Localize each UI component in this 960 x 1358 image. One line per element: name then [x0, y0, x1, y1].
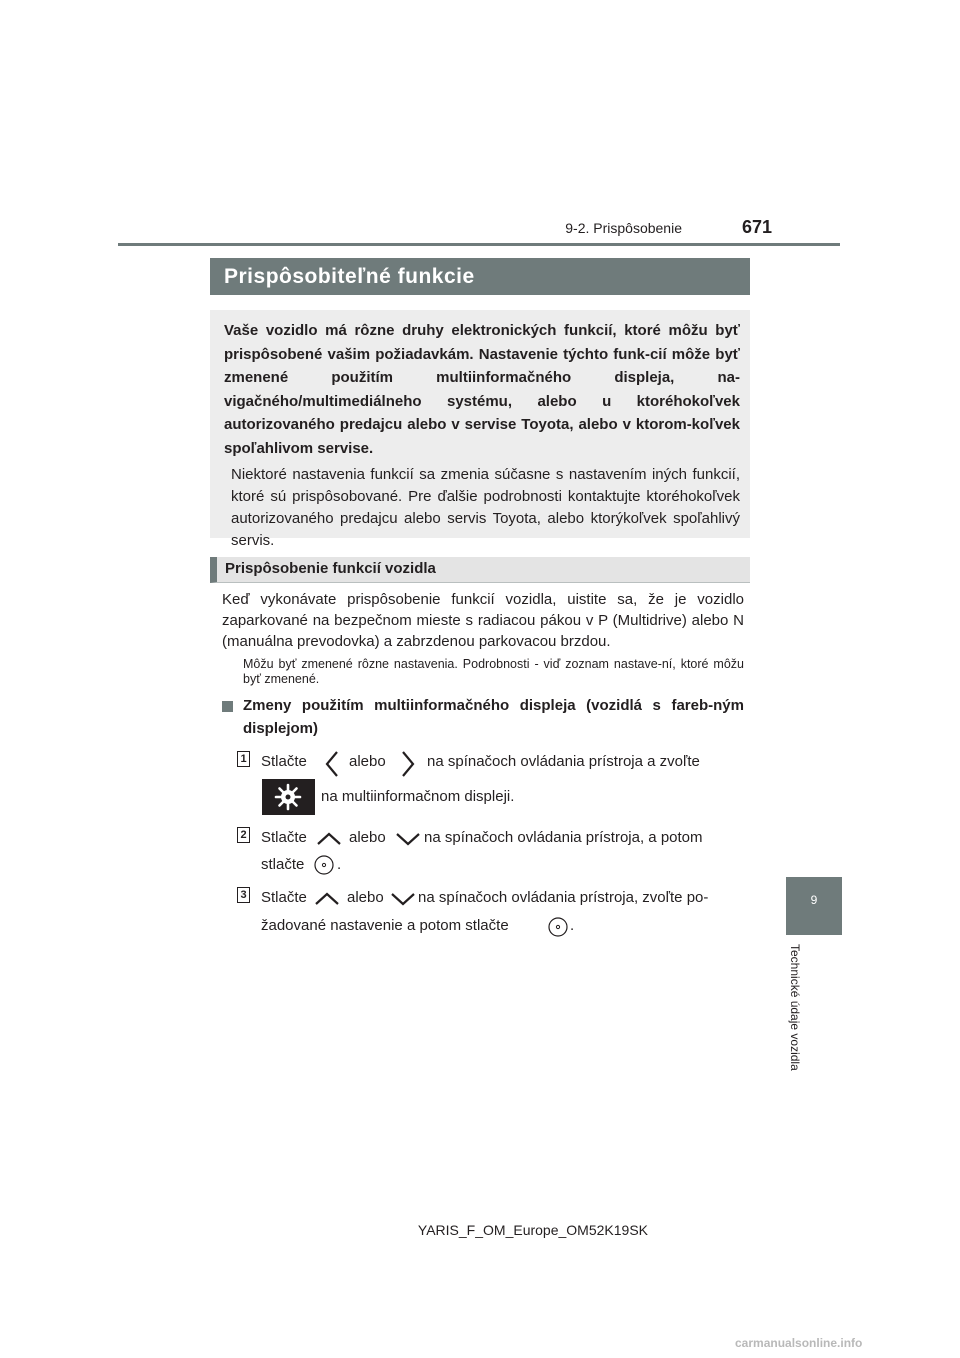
header-rule — [118, 243, 840, 246]
subsection-heading: Prispôsobenie funkcií vozidla — [210, 557, 750, 583]
chevron-up-icon — [315, 892, 339, 906]
watermark: carmanualsonline.info — [735, 1336, 863, 1350]
ok-button-icon — [548, 917, 568, 937]
chevron-up-icon — [317, 832, 341, 846]
step-number-1: 1 — [237, 751, 250, 767]
step-3-text-c: na spínačoch ovládania prístroja, zvoľte po- — [418, 889, 709, 906]
document-id: YARIS_F_OM_Europe_OM52K19SK — [417, 1222, 648, 1238]
step-1-text-c: na spínačoch ovládania prístroja a zvoľte — [427, 753, 700, 770]
chapter-tab-number: 9 — [810, 893, 818, 907]
bullet-square-icon — [222, 701, 233, 712]
chevron-left-icon — [325, 751, 339, 777]
step-2-text-a: Stlačte — [261, 829, 307, 846]
step-1-text-a: Stlačte — [261, 753, 307, 770]
step-1-text-d: na multiinformačnom displeji. — [321, 788, 515, 805]
section-heading: Prispôsobiteľné funkcie — [210, 258, 750, 295]
step-number-3: 3 — [237, 887, 250, 903]
small-note: Môžu byť zmenené rôzne nastavenia. Podrobnosti - viď zoznam nastave-ní, ktoré môžu byť zmenené. — [243, 657, 744, 686]
step-number-2: 2 — [237, 827, 250, 843]
intro-note-text: Niektoré nastavenia funkcií sa zmenia súčasne s nastavením iných funkcií, ktoré sú prispôsobované. Pre ďalšie podrobnosti kontaktujte ktoréhokoľvek autorizovaného predajcu alebo servis Toyota, alebo ktorýkoľvek spoľahlivý servis. — [231, 466, 740, 549]
chevron-down-icon — [391, 892, 415, 906]
step-3-text-e: . — [570, 917, 575, 934]
chevron-down-icon — [396, 832, 420, 846]
intro-lead-text: Vaše vozidlo má rôzne druhy elektronických funkcií, ktoré môžu byť prispôsobené vašim požiadavkám. Nastavenie týchto funk-cií môže byť zmenené použitím multiinformačného displeja, na-vigačného/multimediálneho systému, alebo u ktoréhokoľvek autorizovaného predajcu alebo v servise Toyota, alebo v ktorom-koľvek spoľahlivom servise. — [224, 322, 740, 457]
chapter-tab-title: Technické údaje vozidla — [788, 944, 802, 1071]
header-section-title: 9-2. Prispôsobenie — [565, 220, 682, 236]
ok-button-icon — [314, 855, 334, 875]
step-2-text-c: na spínačoch ovládania prístroja, a potom — [424, 829, 703, 846]
step-2-text-e: . — [337, 856, 342, 873]
step-3-text-a: Stlačte — [261, 889, 307, 906]
step-2-text-d: stlačte — [261, 856, 305, 873]
body-paragraph: Keď vykonávate prispôsobenie funkcií vozidla, uistite sa, že je vozidlo zaparkované na bezpečnom mieste s radiacou pákou v P (Multidrive) alebo N (manuálna prevodovka) a zabrzdenou parkovacou brzdou. — [222, 591, 744, 650]
step-1-text-b: alebo — [349, 753, 386, 770]
bullet-title: Zmeny použitím multiinformačného displeja (vozidlá s fareb-ným displejom) — [243, 697, 744, 737]
step-3-text-d: žadované nastavenie a potom stlačte — [261, 917, 509, 934]
step-3-text-b: alebo — [347, 889, 384, 906]
step-2-text-b: alebo — [349, 829, 386, 846]
chevron-right-icon — [401, 751, 415, 777]
intro-box — [210, 310, 750, 549]
page-number: 671 — [741, 217, 772, 237]
settings-gear-icon — [275, 784, 301, 810]
